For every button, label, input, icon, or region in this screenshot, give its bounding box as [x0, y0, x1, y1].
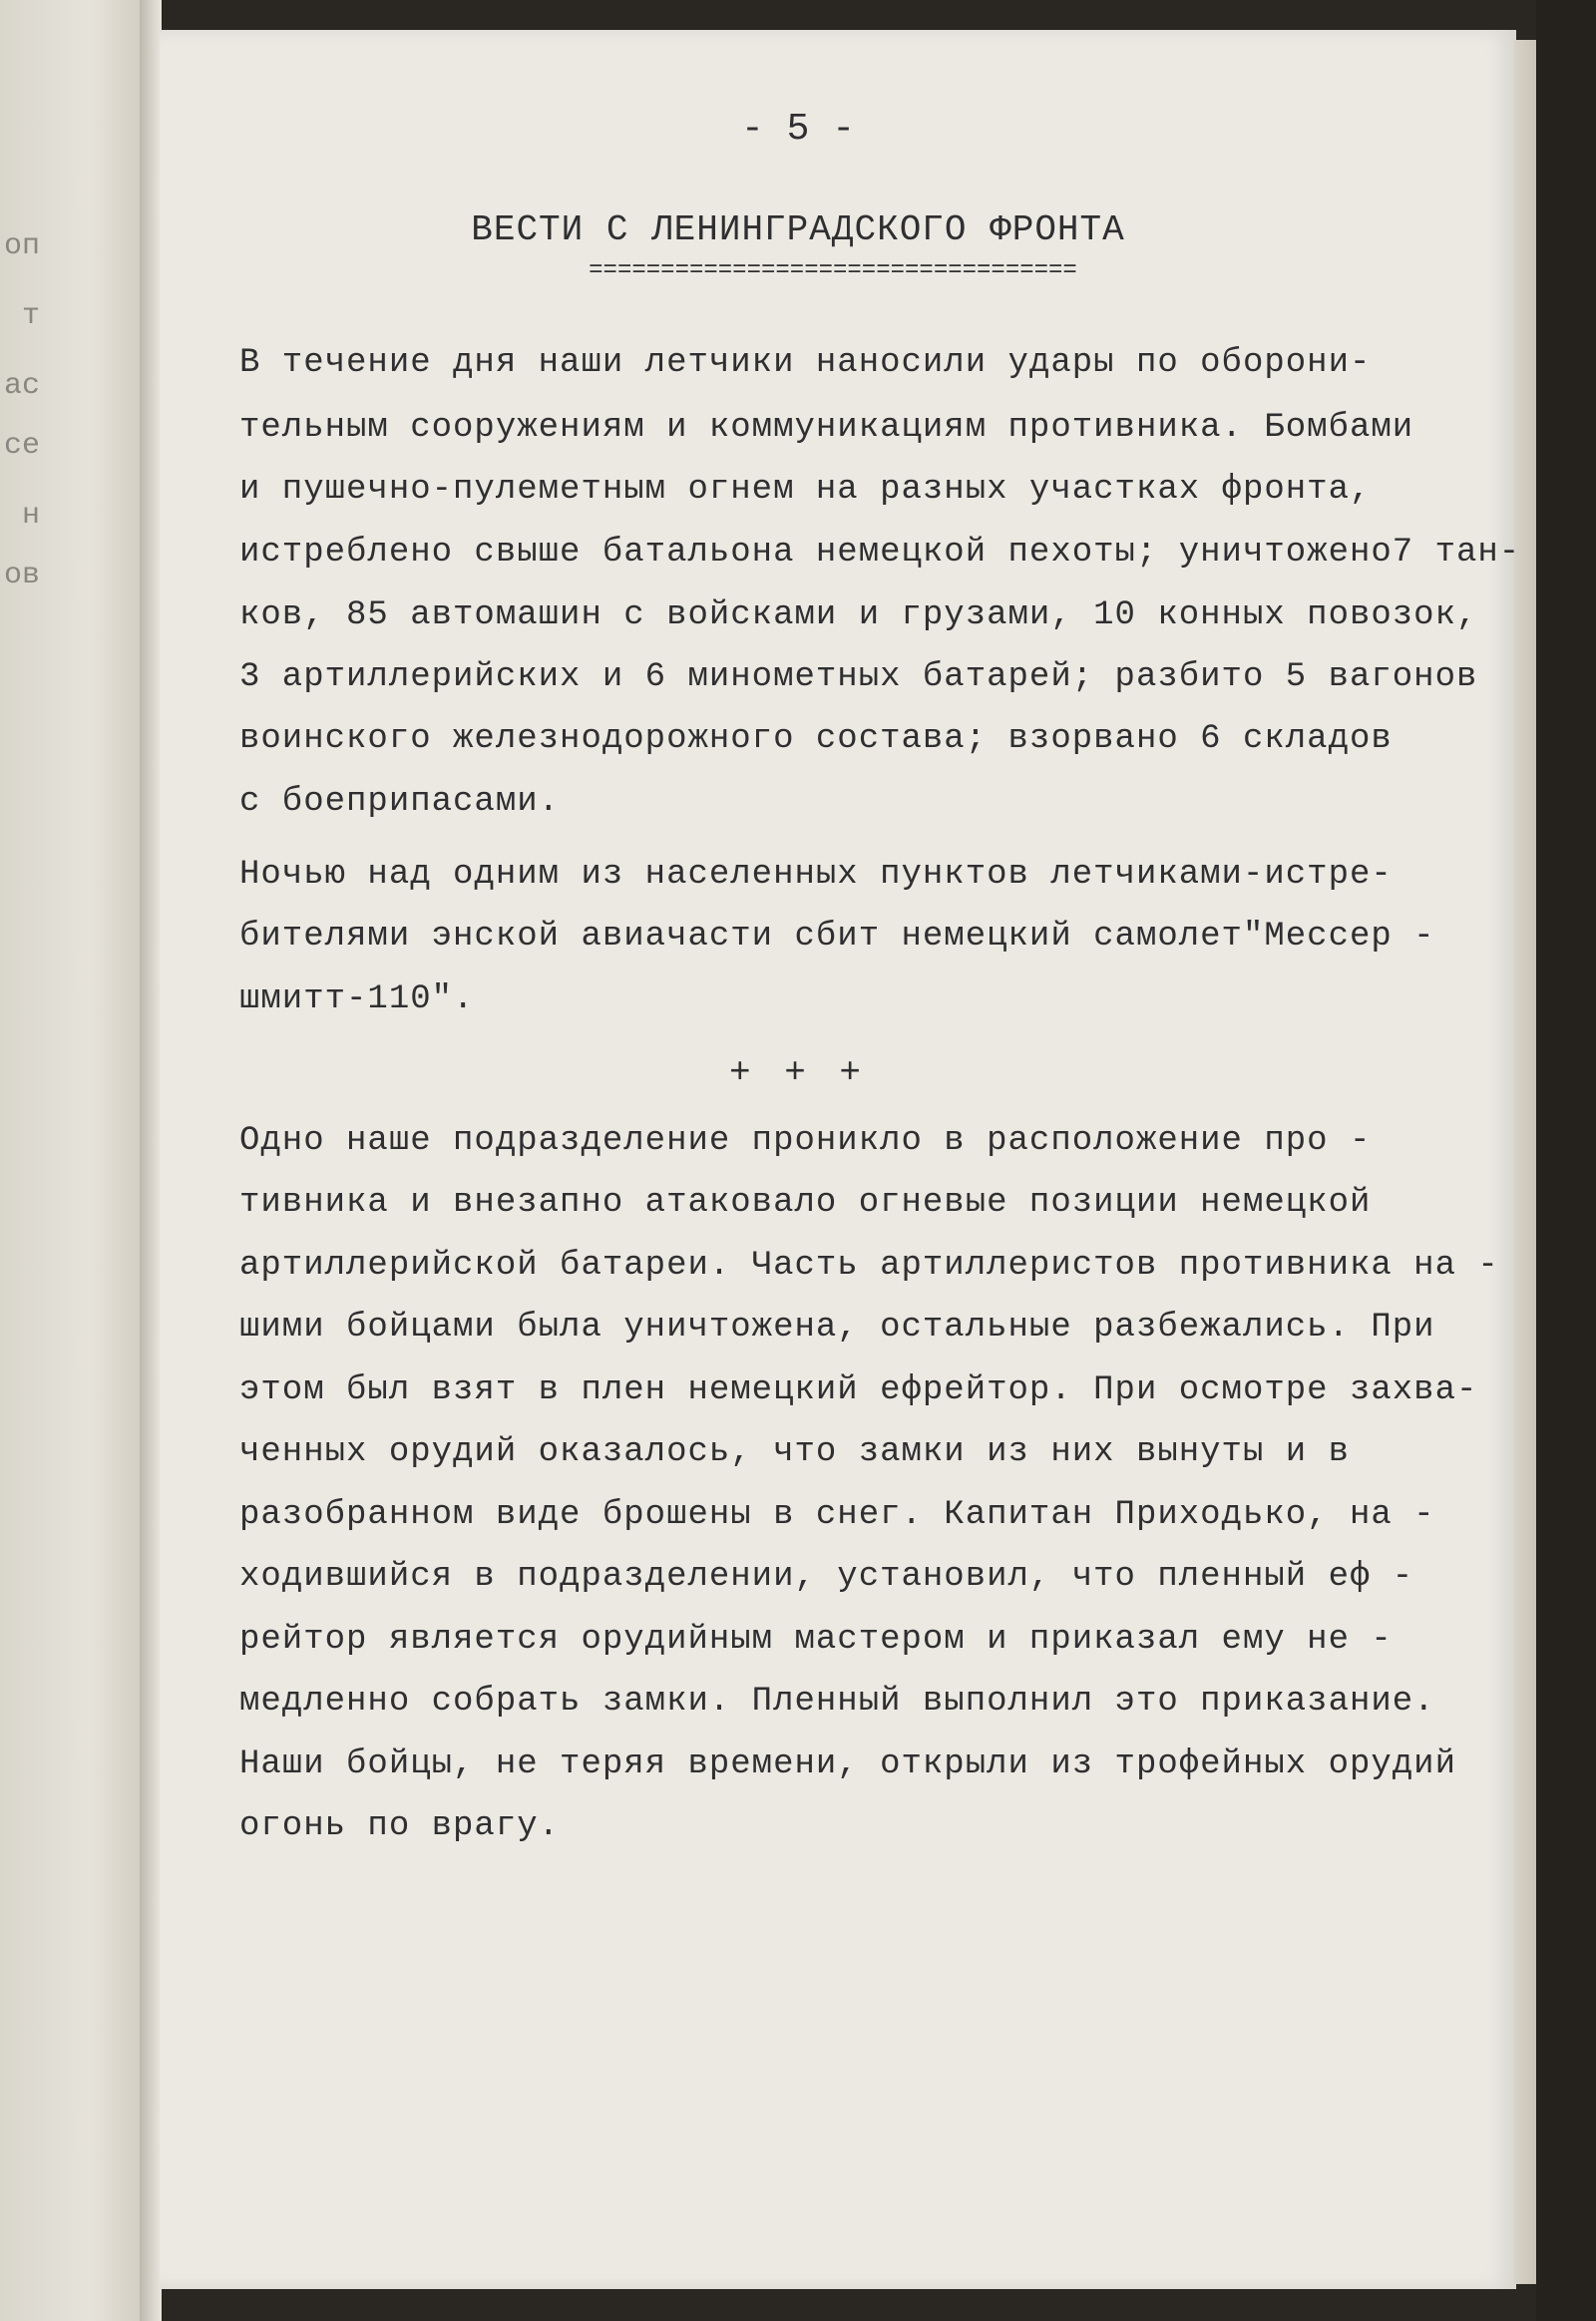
paragraph-3-line: Наши бойцы, не теряя времени, открыли из трофейных орудий [239, 1745, 1456, 1783]
title-underline: ================================== [589, 257, 1077, 284]
paragraph-1-line: с боеприпасами. [239, 783, 561, 821]
paragraph-2-line: шмитт-110". [239, 980, 475, 1018]
paragraph-2-line: Ночью над одним из населенных пунктов летчиками-истре- [239, 856, 1393, 894]
background-strip [1536, 0, 1596, 2321]
section-separator: + + + [728, 1052, 868, 1093]
paragraph-3-line: рейтор является орудийным мастером и приказал ему не - [239, 1621, 1393, 1659]
paragraph-3-line: этом был взят в плен немецкий ефрейтор. При осмотре захва- [239, 1371, 1478, 1409]
paragraph-3-line: разобранном виде брошены в снег. Капитан Приходько, на - [239, 1496, 1435, 1534]
paragraph-1-line: воинского железнодорожного состава; взорвано 6 складов [239, 720, 1393, 758]
page-stack-edge [1514, 40, 1536, 2284]
left-page-fragment: н [21, 499, 40, 533]
paragraph-1-line: тельным сооружениям и коммуникациям противника. Бомбами [239, 409, 1414, 447]
paragraph-3-line: огонь по врагу. [239, 1807, 561, 1845]
paragraph-3-line: ходившийся в подразделении, установил, что пленный еф - [239, 1558, 1414, 1596]
page-number: - 5 - [740, 108, 856, 151]
paragraph-1-line: ков, 85 автомашин с войсками и грузами, 10 конных повозок, [239, 596, 1478, 634]
left-page-edge [0, 0, 150, 2321]
paragraph-3-line: Одно наше подразделение проникло в расположение про - [239, 1122, 1372, 1160]
paragraph-3-line: шими бойцами была уничтожена, остальные разбежались. При [239, 1309, 1435, 1347]
paragraph-2-line: бителями энской авиачасти сбит немецкий самолет"Мессер - [239, 918, 1435, 956]
paragraph-3-line: тивника и внезапно атаковало огневые позиции немецкой [239, 1184, 1372, 1222]
paragraph-3-line: артиллерийской батареи. Часть артиллеристов противника на - [239, 1247, 1499, 1285]
left-page-fragment: се [3, 429, 40, 463]
left-page-fragment: т [21, 299, 40, 333]
paragraph-1-line: истреблено свыше батальона немецкой пехоты; уничтожено7 тан- [239, 534, 1521, 572]
left-page-fragment: ас [3, 369, 40, 403]
paragraph-1-line: и пушечно-пулеметным огнем на разных участках фронта, [239, 471, 1372, 509]
paragraph-1-line: В течение дня наши летчики наносили удары по оборони- [239, 344, 1372, 382]
left-page-fragment: оп [3, 229, 40, 263]
paragraph-1-line: 3 артиллерийских и 6 минометных батарей; разбито 5 вагонов [239, 658, 1478, 696]
paragraph-3-line: медленно собрать замки. Пленный выполнил это приказание. [239, 1683, 1435, 1721]
paragraph-3-line: ченных орудий оказалось, что замки из них вынуты и в [239, 1433, 1350, 1471]
left-page-fragment: ов [3, 559, 40, 592]
page-title: ВЕСТИ С ЛЕНИНГРАДСКОГО ФРОНТА [471, 209, 1125, 250]
book-gutter [140, 0, 162, 2321]
